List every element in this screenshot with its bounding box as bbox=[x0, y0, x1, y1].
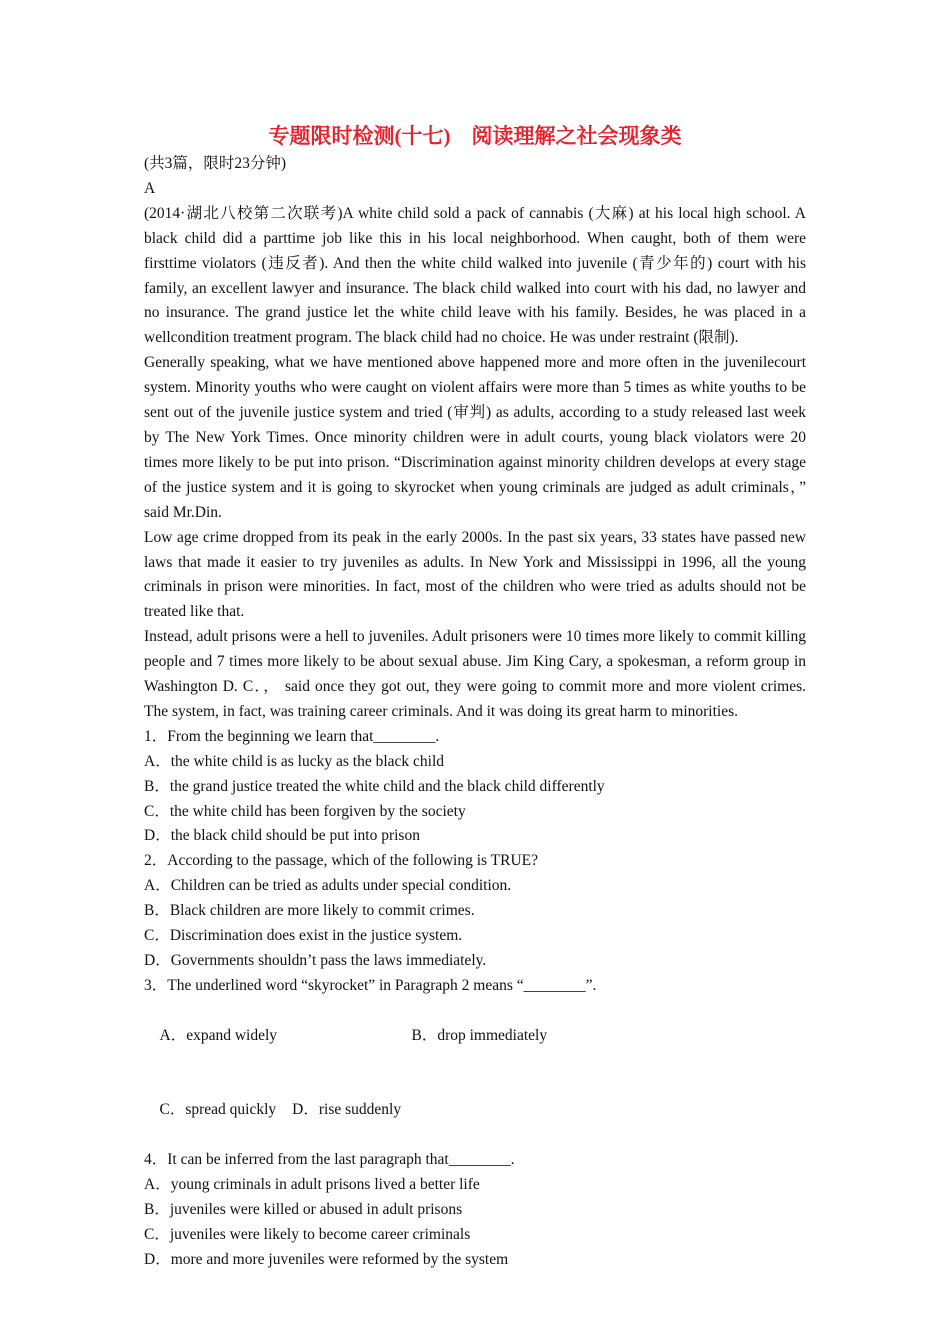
question-3-option-b: B．drop immediately bbox=[411, 1026, 548, 1044]
question-1-option-c: C．the white child has been forgiven by the society bbox=[144, 802, 466, 820]
passage-paragraph-3: Low age crime dropped from its peak in the early 2000s. In the past six years, 33 states have passed new laws that made it easier to try juveniles as adults. In New York and Mississippi in 1996, all the young criminals in prison were minorities. In fact, most of the children who were tried as adults should not be treated like that. bbox=[144, 528, 806, 621]
test-meta: (共3篇，限时23分钟) bbox=[144, 155, 287, 172]
question-3-options-row-1 bbox=[144, 999, 806, 1074]
passage-paragraph-2: Generally speaking, what we have mentioned above happened more and more often in the juvenilecourt system. Minority youths who were caught on violent affairs were more than 5 times as white youths to be sent out of the juvenile justice system and tried (审判) as adults, according to a study released last week by The New York Times. Once minority children were in adult courts, young black violators were 20 times more likely to be put into prison. “Discrimination against minority children develops at every stage of the justice system and it is going to skyrocket when young criminals are judged as adult criminals，” said Mr.Din. bbox=[144, 354, 806, 521]
question-1-stem: 1．From the beginning we learn that________. bbox=[144, 727, 440, 745]
passage-paragraph-4: Instead, adult prisons were a hell to juveniles. Adult prisoners were 10 times more likely to commit killing people and 7 times more likely to be about sexual abuse. Jim King Cary, a spokesman, a reform group in Washington D. C．， said once they got out, they were going to commit more and more violent crimes. The system, in fact, was training career criminals. And it was doing its great harm to minorities. bbox=[144, 628, 806, 720]
document-page bbox=[144, 120, 806, 1273]
question-4-option-a: A．young criminals in adult prisons lived a better life bbox=[144, 1176, 480, 1194]
question-3-stem: 3．The underlined word “skyrocket” in Paragraph 2 means “________”. bbox=[144, 976, 597, 994]
question-2-option-a: A．Children can be tried as adults under special condition. bbox=[144, 877, 512, 895]
question-2-option-c: C．Discrimination does exist in the justice system. bbox=[144, 927, 463, 945]
page-title: 专题限时检测(十七) 阅读理解之社会现象类 bbox=[268, 124, 682, 148]
question-2-stem: 2．According to the passage, which of the following is TRUE? bbox=[144, 852, 539, 870]
question-4-option-d: D．more and more juveniles were reformed by the system bbox=[144, 1250, 509, 1268]
question-4-option-b: B．juveniles were killed or abused in adult prisons bbox=[144, 1201, 463, 1219]
section-label: A bbox=[144, 179, 156, 197]
question-4-stem: 4．It can be inferred from the last paragraph that________. bbox=[144, 1151, 515, 1169]
question-3-option-d: D．rise suddenly bbox=[292, 1101, 402, 1119]
question-1-option-b: B．the grand justice treated the white child and the black child differently bbox=[144, 777, 605, 795]
question-4-option-c: C．juveniles were likely to become career criminals bbox=[144, 1225, 471, 1243]
question-3-option-c: C．spread quickly bbox=[159, 1101, 277, 1119]
question-1-option-d: D．the black child should be put into prison bbox=[144, 827, 420, 845]
question-2-option-b: B．Black children are more likely to commit crimes. bbox=[144, 902, 475, 920]
question-2-option-d: D．Governments shouldn’t pass the laws immediately. bbox=[144, 952, 487, 969]
question-3-option-a: A．expand widely bbox=[159, 1026, 278, 1044]
question-1-option-a: A．the white child is as lucky as the black child bbox=[144, 752, 445, 770]
question-3-options-row-2 bbox=[144, 1074, 806, 1149]
passage-paragraph-1: (2014·湖北八校第二次联考)A white child sold a pack of cannabis (大麻) at his local high school. A black child did a parttime job like this in his local neighborhood. When caught, both of them were firsttime violators (违反者). And then the white child walked into juvenile (青少年的) court with his family, an excellent lawyer and insurance. The black child walked into court with his dad, no lawyer and no insurance. The grand justice let the white child leave with his family. Besides, he was placed in a wellcondition treatment program. The black child had no choice. He was under restraint (限制). bbox=[144, 204, 806, 347]
